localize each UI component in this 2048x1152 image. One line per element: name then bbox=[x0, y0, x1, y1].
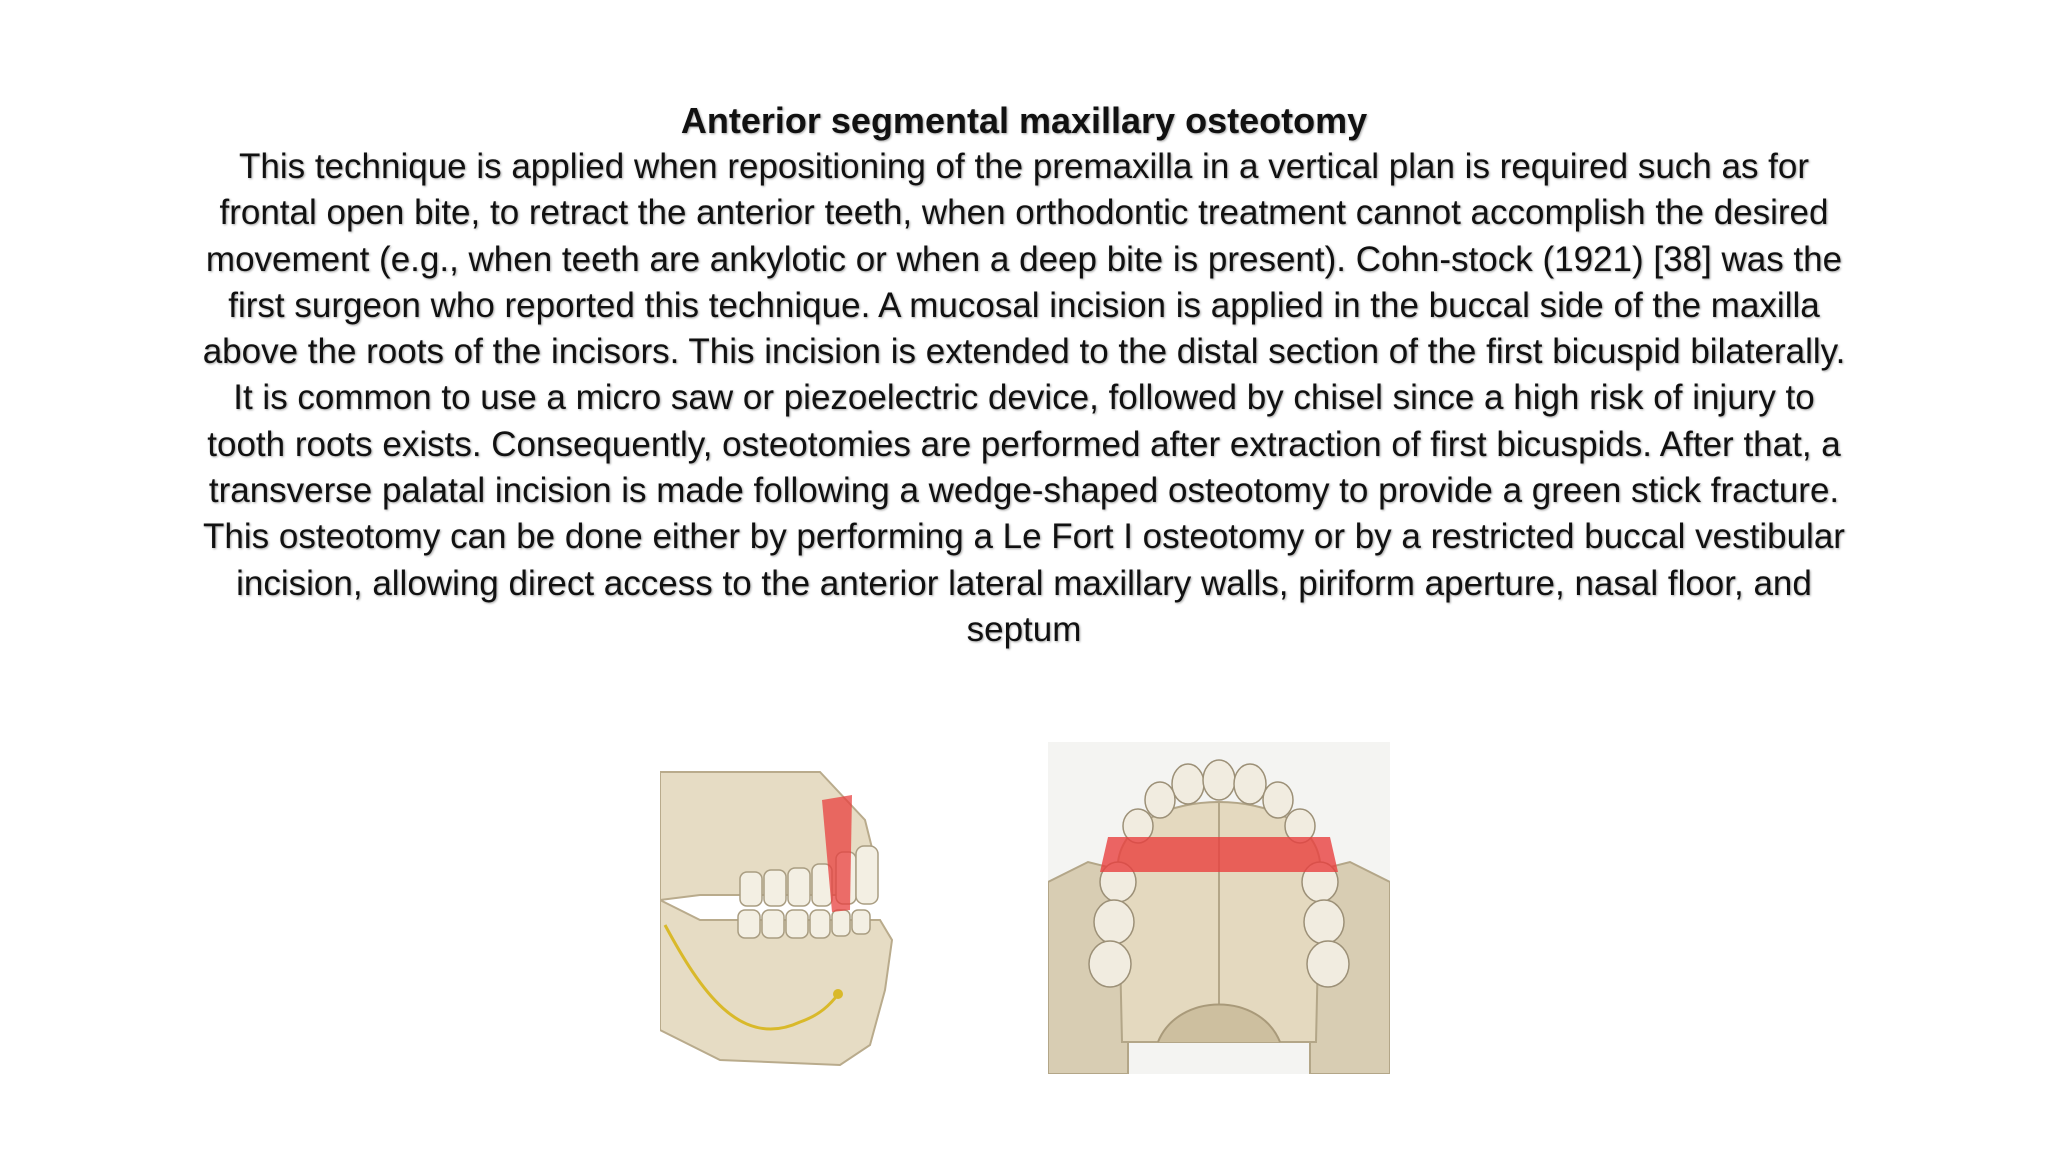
palatal-view-drawing bbox=[1048, 742, 1390, 1074]
slide-title: Anterior segmental maxillary osteotomy bbox=[680, 100, 1368, 141]
text-block bbox=[200, 98, 1848, 653]
palatal-view-illustration bbox=[1048, 742, 1390, 1074]
lateral-skull-drawing bbox=[660, 760, 960, 1080]
lateral-skull-illustration bbox=[660, 760, 960, 1080]
slide-body: This technique is applied when repositioning of the premaxilla in a vertical plan is required such as for frontal open bite, to retract the anterior teeth, when orthodontic treatment cannot accomplish the desired movement (e.g., when teeth are ankylotic or when a deep bite is present). Cohn-stock (1921) [38] was the first surgeon who reported this technique. A mucosal incision is applied in the buccal side of the maxilla above the roots of the incisors. This incision is extended to the distal section of the first bicuspid bilaterally. It is common to use a micro saw or piezoelectric device, followed by chisel since a high risk of injury to tooth roots exists. Consequently, osteotomies are performed after extraction of first bicuspids. After that, a transverse palatal incision is made following a wedge-shaped osteotomy to provide a green stick fracture. This osteotomy can be done either by performing a Le Fort I osteotomy or by a restricted buccal vestibular incision, allowing direct access to the anterior lateral maxillary walls, piriform aperture, nasal floor, and septum bbox=[202, 147, 1846, 649]
